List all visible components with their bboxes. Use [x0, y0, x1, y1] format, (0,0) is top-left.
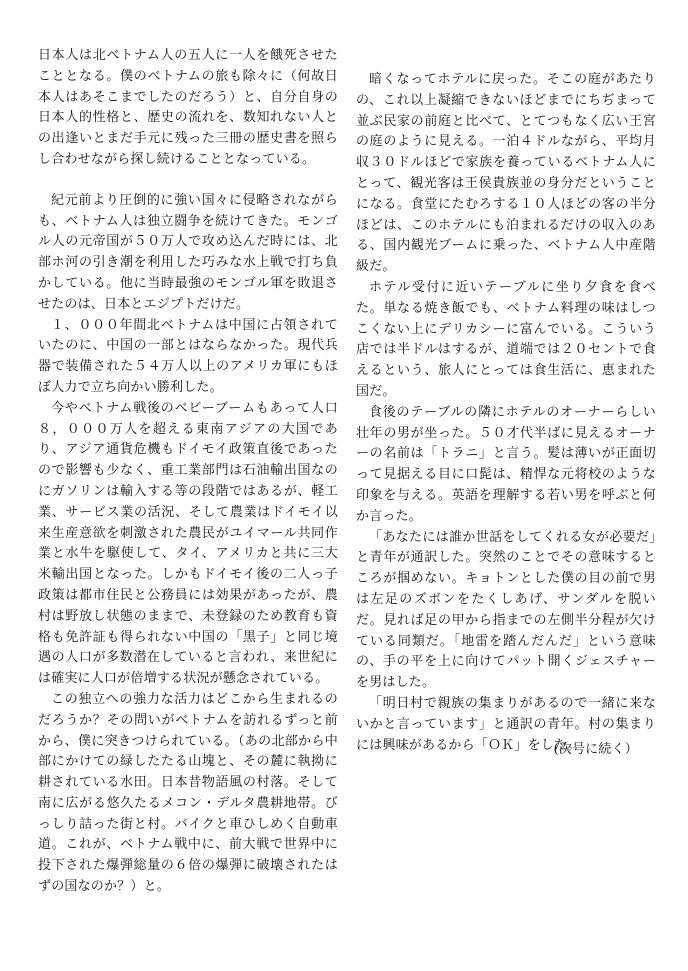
paragraph: 「あなたには誰か世話をしてくれる女が必要だ」と青年が通訳した。突然のことでその意味するところが掴めない。キョトンとした僕の目の前で男は左足のズボンをたくしあげ、サンダルを脱いだ。見れば足の甲から指までの左側半分程が欠けている同類だ。「地雷を踏んだんだ」という意味の、手の平を上に向けてパット開くジェスチャーを男はした。	[356, 529, 656, 691]
paragraph: 暗くなってホテルに戻った。そこの庭があたりの、これ以上凝縮できないほどまでにちぢまって並ぶ民家の前庭と比べて、とてつもなく広い王宮の庭のように見える。一泊４ドルながら、平均月収３０ドルほどで家族を養っているベトナム人にとって、観光客は王侯貴族並の身分だということになる。食堂にたむろする１０人ほどの客の半分ほどは、このホテルにも泊まれるだけの収入のある、国内観光ブームに乗った、ベトナム人中産階級だ。	[356, 72, 656, 275]
paragraph: 日本人は北ベトナム人の五人に一人を餓死させたこととなる。僕のベトナムの旅も除々に（何故日本人はあそこまでしたのだろう）と、自分自身の日本人的性格と、歴史の流れを、数知れない人との出逢いとまだ手元に残った三冊の歴史書を照らし合わせながら探し続けることとなっている。	[38, 48, 338, 167]
paragraph: 「明日村で親族の集まりがあるので一緒に来ないかと言っています」と通訳の青年。村の集まりには興味があるから「ＯＫ」をした。	[356, 695, 656, 753]
paragraph: 今やベトナム戦後のベビーブームもあって人口８，０００万人を超える東南アジアの大国であり、アジア通貨危機もドイモイ政策直後であったので影響も少なく、重工業部門は石油輸出国なのにガソリンは輸入する等の段階ではあるが、軽工業、サービス業の活況、そして農業はドイモイ以来生産意欲を刺激された農民がユイマール共同作業と水牛を駆使して、タイ、アメリカと共に三大米輸出国となった。しかもドイモイ後の二人っ子政策は都市住民と公務員には効果があったが、農村は野放し状態のままで、未登録のため教育も資格も免許証も得られない中国の「黒子」と同じ境遇の人口が多数潜在していると言われ、来世紀には確実に人口が倍増する状況が懸念されている。	[38, 400, 338, 687]
paragraph: １、０００年間北ベトナムは中国に占領されていたのに、中国の一部とはならなかった。現代兵器で装備された５４万人以上のアメリカ軍にもほぼ人力で立ち向かい勝利した。	[38, 317, 338, 395]
right-column	[356, 70, 656, 756]
left-column	[38, 46, 338, 898]
paragraph: ホテル受付に近いテーブルに坐り夕食を食べた。単なる焼き飯でも、ベトナム料理の味はしつこくない上にデリカシーに富んでいる。こういう店では半ドルはするが、道端では２０セントで食えるという、旅人にとっては食生活に、恵まれた国だ。	[356, 279, 656, 399]
paragraph: この独立への強力な活力はどこから生まれるのだろうか？その問いがベトナムを訪れるずっと前から、僕に突きつけられている。（あの北部から中部にかけての緑したたる山塊と、その麓に執拗に耕されている水田。日本昔物語風の村落。そして南に広がる悠久たるメコン・デルタ農耕地帯。びっしり詰った街と村。バイクと車ひしめく自動車道。これが、ベトナム戦中に、前大戦で世界中に投下された爆弾総量の６倍の爆弾に破壊されたはずの国なのか？）と。	[38, 691, 338, 895]
paragraph: 食後のテーブルの隣にホテルのオーナーらしい壮年の男が坐った。５０才代半ばに見えるオーナーの名前は「トラニ」と言う。髪は薄いが正面切って見据える目に口髭は、精悍な元将校のような印象を与える。英語を理解する若い男を呼ぶと何か言った。	[356, 404, 656, 524]
continued-note: (次号に続く）	[553, 742, 638, 757]
paragraph: 紀元前より圧倒的に強い国々に侵略されながらも、ベトナム人は独立闘争を続けてきた。モンゴル人の元帝国が５０万人で攻め込んだ時には、北部ホ河の引き潮を利用した巧みな水上戦で打ち負かしている。他に当時最強のモンゴル軍を敗退させたのは、日本とエジプトだけだ。	[38, 192, 338, 312]
